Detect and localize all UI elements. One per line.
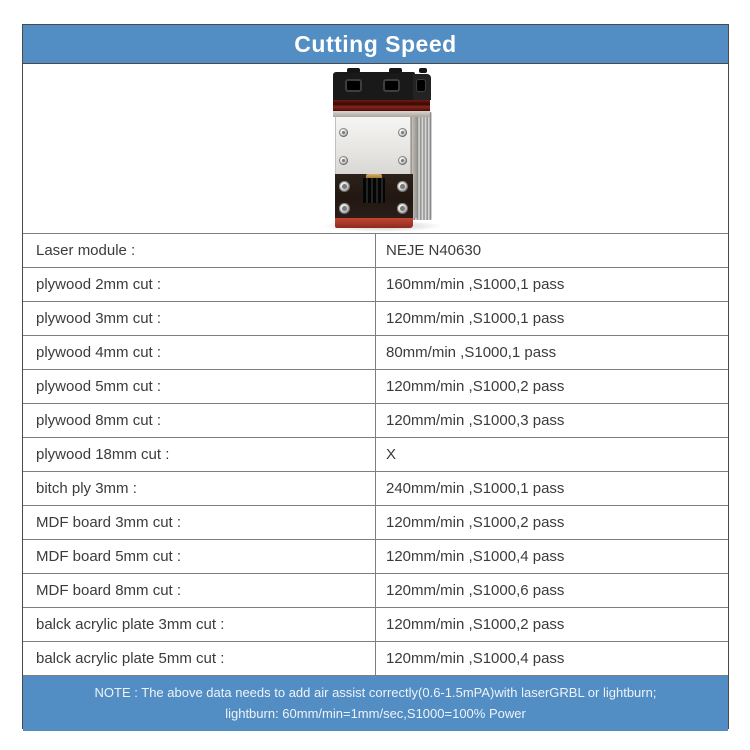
row-label: plywood 4mm cut : [23, 336, 376, 369]
row-label: Laser module : [23, 234, 376, 267]
row-value: 240mm/min ,S1000,1 pass [386, 480, 565, 497]
screw-icon [398, 156, 407, 165]
cutting-speed-panel [22, 24, 729, 729]
row-label: bitch ply 3mm : [23, 472, 376, 505]
cap-vent-slot [383, 79, 400, 92]
module-red-base [335, 218, 413, 228]
screw-icon [397, 181, 408, 192]
table-row [23, 540, 728, 574]
row-label: balck acrylic plate 3mm cut : [23, 608, 376, 641]
row-value: 120mm/min ,S1000,3 pass [386, 412, 565, 429]
speed-table [23, 233, 728, 676]
table-row [23, 370, 728, 404]
row-value: 80mm/min ,S1000,1 pass [386, 344, 557, 361]
row-label: MDF board 8mm cut : [23, 574, 376, 607]
cap-vent-slot [345, 79, 362, 92]
table-row [23, 506, 728, 540]
screw-icon [339, 128, 348, 137]
cap-vent-slot [416, 79, 426, 92]
module-red-band [333, 100, 430, 111]
module-lower-section [335, 174, 413, 218]
cap-nub [419, 68, 427, 73]
laser-nozzle [363, 178, 385, 203]
screw-icon [339, 181, 350, 192]
screw-icon [339, 203, 350, 214]
row-label: MDF board 3mm cut : [23, 506, 376, 539]
table-row [23, 302, 728, 336]
row-value: 120mm/min ,S1000,6 pass [386, 582, 565, 599]
table-row [23, 438, 728, 472]
row-value: NEJE N40630 [386, 242, 482, 259]
cap-nub [389, 68, 402, 73]
row-value: 160mm/min ,S1000,1 pass [386, 276, 565, 293]
note-footer [23, 676, 728, 731]
table-row [23, 404, 728, 438]
row-value: 120mm/min ,S1000,4 pass [386, 650, 565, 667]
row-label: plywood 2mm cut : [23, 268, 376, 301]
table-row [23, 472, 728, 506]
screw-icon [339, 156, 348, 165]
table-row [23, 336, 728, 370]
panel-header [23, 25, 728, 64]
row-label: balck acrylic plate 5mm cut : [23, 642, 376, 675]
table-row [23, 574, 728, 608]
row-value: 120mm/min ,S1000,1 pass [386, 310, 565, 327]
row-label: MDF board 5mm cut : [23, 540, 376, 573]
row-value: 120mm/min ,S1000,4 pass [386, 548, 565, 565]
screw-icon [398, 128, 407, 137]
row-value: X [386, 446, 397, 463]
table-row [23, 608, 728, 642]
row-label: plywood 8mm cut : [23, 404, 376, 437]
note-line-1: NOTE : The above data needs to add air assist correctly(0.6-1.5mPA)with laserGRBL or lightburn; [94, 685, 657, 701]
table-row [23, 234, 728, 268]
row-value: 120mm/min ,S1000,2 pass [386, 378, 565, 395]
laser-module-illustration [331, 72, 433, 230]
product-image-area [23, 64, 728, 233]
row-label: plywood 3mm cut : [23, 302, 376, 335]
screw-icon [397, 203, 408, 214]
module-front-plate [335, 117, 411, 174]
page-title: Cutting Speed [294, 30, 457, 57]
row-label: plywood 18mm cut : [23, 438, 376, 471]
cap-nub [347, 68, 360, 73]
table-row [23, 642, 728, 676]
row-value: 120mm/min ,S1000,2 pass [386, 514, 565, 531]
row-label: plywood 5mm cut : [23, 370, 376, 403]
table-row [23, 268, 728, 302]
note-line-2: lightburn: 60mm/min=1mm/sec,S1000=100% Power [225, 705, 526, 721]
row-value: 120mm/min ,S1000,2 pass [386, 616, 565, 633]
module-top-cap [333, 72, 415, 100]
